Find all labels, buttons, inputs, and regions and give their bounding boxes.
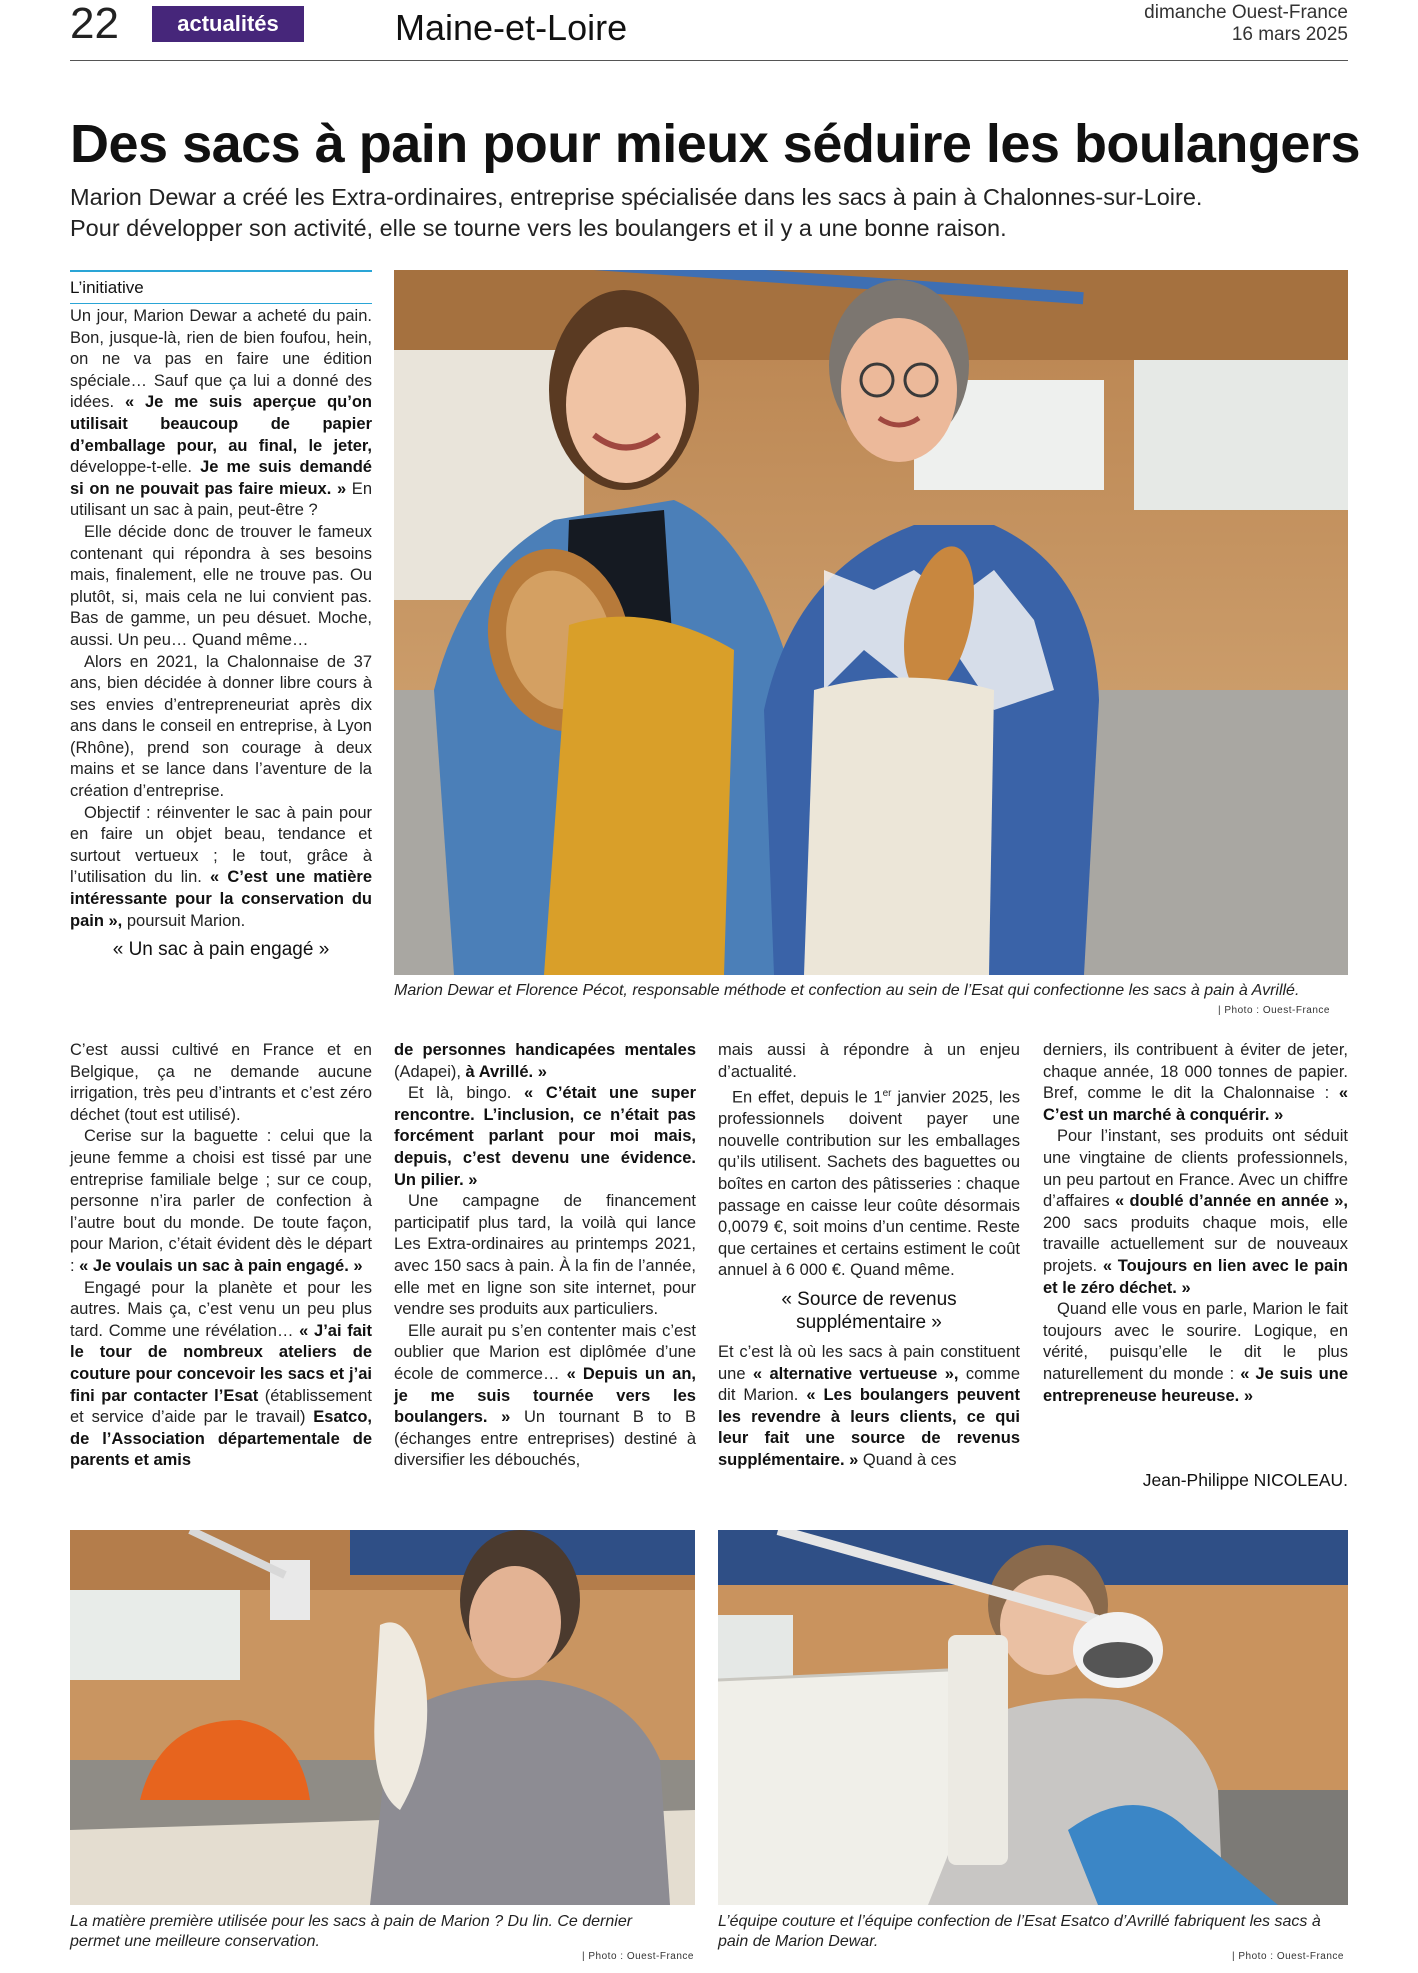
body-column-2: de personnes handicapées mentales (Adapei), à Avrillé. » Et là, bingo. « C’était une super rencontre. L’inclusion, ce n’était pas forcément parlant pour moi mais, depuis, c’est devenu une évidence. Un pilier. » Une campagne de financement participatif plus tard, la voilà qui lance Les Extra-ordinaires au printemps 2021, avec 150 sacs à pain. À la fin de l’année, elle met en ligne son site internet, pour vendre ses produits aux particuliers. Elle aurait pu s’en contenter mais c’est oublier que Marion est diplômée d’une école de commerce… « Depuis un an, je me suis tournée vers les boulangers. » Un tournant B to B (échanges entre entreprises) destiné à diversifier les débouchés, [394, 1041, 696, 1470]
body-column-1-top: Un jour, Marion Dewar a acheté du pain. Bon, jusque-là, rien de bien foufou, hein, on ne va pas en faire une édition spéciale… Sauf que ça lui a donné des idées. « Je me suis aperçue qu’on utilisait beaucoup de papier d’emballage pour, au final, le jeter, développe-t-elle. Je me suis demandé si on ne pouvait pas faire mieux. » En utilisant un sac à pain, peut-être ? Elle décide donc de trouver le fameux contenant qui répondra à ses besoins mais, finalement, elle ne trouve pas. Ou plutôt, si, mais cela ne lui convient pas. Bas de gamme, un peu désuet. Moche, aussi. Un peu… Quand même… Alors en 2021, la Chalonnaise de 37 ans, bien décidée à donner libre cours à ses envies d’entrepreneuriat après dix ans dans le conseil en entreprise, à Lyon (Rhône), prend son courage à deux mains et se lance dans l’aventure de la création d’entreprise. Objectif : réinventer le sac à pain pour en faire un objet beau, tendance et surtout vertueux ; le tout, grâce à l’utilisation du lin. « C’est une matière intéressante pour la conservation du pain », poursuit Marion. « Un sac à pain engagé » [70, 307, 372, 961]
kicker: L’initiative [70, 270, 372, 304]
header-date [1144, 2, 1348, 46]
main-photo [394, 270, 1348, 975]
section-region: Maine-et-Loire [395, 7, 628, 48]
bottom-left-caption: La matière première utilisée pour les sacs à pain de Marion ? Du lin. Ce dernier permet une meilleure conservation. [70, 1913, 633, 1950]
subhead-1: « Un sac à pain engagé » [112, 939, 330, 961]
bottom-right-caption: L’équipe couture et l’équipe confection de l’Esat Esatco d’Avrillé fabriquent les sacs à pain de Marion Dewar. [718, 1913, 1321, 1950]
subhead-2: « Source de revenus supplémentaire » [781, 1289, 957, 1334]
bottom-right-photo [718, 1530, 1348, 1905]
body-column-1-bottom: C’est aussi cultivé en France et en Belgique, ça ne demande aucune irrigation, très peu d’intrants et c’est zéro déchet (tout est utilisé). Cerise sur la baguette : celui que la jeune femme a choisi est tissé par une entreprise familiale belge ; sur ce coup, personne n’ira parler de confection à l’autre bout du monde. De toute façon, pour Marion, c’était évident dès le départ : « Je voulais un sac à pain engagé. » Engagé pour la planète et pour les autres. Mais ça, c’est venu un peu plus tard. Comme une révélation… « J’ai fait le tour de nombreux ateliers de couture pour concevoir les sacs et j’ai fini par contacter l’Esat (établissement et service d’aide par le travail) Esatco, de l’Association départementale de parents et amis [70, 1041, 373, 1470]
body-column-4: derniers, ils contribuent à éviter de jeter, chaque année, 18 000 tonnes de papier. Bref, comme le dit la Chalonnaise : « C’est un marché à conquérir. » Pour l’instant, ses produits ont séduit une vingtaine de clients professionnels, un peu partout en France. Avec un chiffre d’affaires « doublé d’année en année », 200 sacs produits chaque mois, elle travaille actuellement sur de nouveaux projets. « Toujours en lien avec le pain et le zéro déchet. » Quand elle vous en parle, Marion le fait toujours avec le sourire. Logique, en vérité, puisqu’elle le dit le plus naturellement du monde : « Je suis une entrepreneuse heureuse. » [1043, 1041, 1348, 1405]
body-column-3: mais aussi à répondre à un enjeu d’actualité. En effet, depuis le 1er janvier 2025, les professionnels doivent payer une nouvelle contribution sur les emballages qu’ils utilisent. Sachets des baguettes ou boîtes en carton des pâtisseries : chaque passage en caisse leur coûte désormais 0,0079 €, soit moins d’un centime. Reste que certaines et certains estiment le coût annuel à 6 000 €. Quand même. « Source de revenus supplémentaire » Et c’est là où les sacs à pain constituent une « alternative vertueuse », comme dit Marion. « Les boulangers peuvent les revendre à leurs clients, ce qui leur fait une source de revenus supplémentaire. » Quand à ces [718, 1041, 1020, 1469]
bottom-right-credit: | Photo : Ouest-France [1232, 1951, 1344, 1962]
standfirst: Marion Dewar a créé les Extra-ordinaires, entreprise spécialisée dans les sacs à pain à Chalonnes-sur-Loire. Pour développer son activité, elle se tourne vers les boulangers et il y a une bonne raison. [70, 184, 1203, 241]
main-photo-credit: | Photo : Ouest-France [1218, 1005, 1330, 1016]
header-date-publication: dimanche Ouest-France [1144, 2, 1348, 23]
byline: Jean-Philippe NICOLEAU. [1142, 1470, 1348, 1490]
page-number: 22 [70, 0, 119, 48]
bottom-left-photo [70, 1530, 695, 1905]
headline: Des sacs à pain pour mieux séduire les boulangers [70, 114, 1360, 174]
header-date-day: 16 mars 2025 [1231, 24, 1348, 45]
section-tag: actualités [152, 6, 304, 42]
bottom-left-credit: | Photo : Ouest-France [582, 1951, 694, 1962]
main-photo-caption: Marion Dewar et Florence Pécot, responsable méthode et confection au sein de l’Esat qui confectionne les sacs à pain à Avrillé. [394, 982, 1300, 999]
header-rule [70, 60, 1348, 61]
